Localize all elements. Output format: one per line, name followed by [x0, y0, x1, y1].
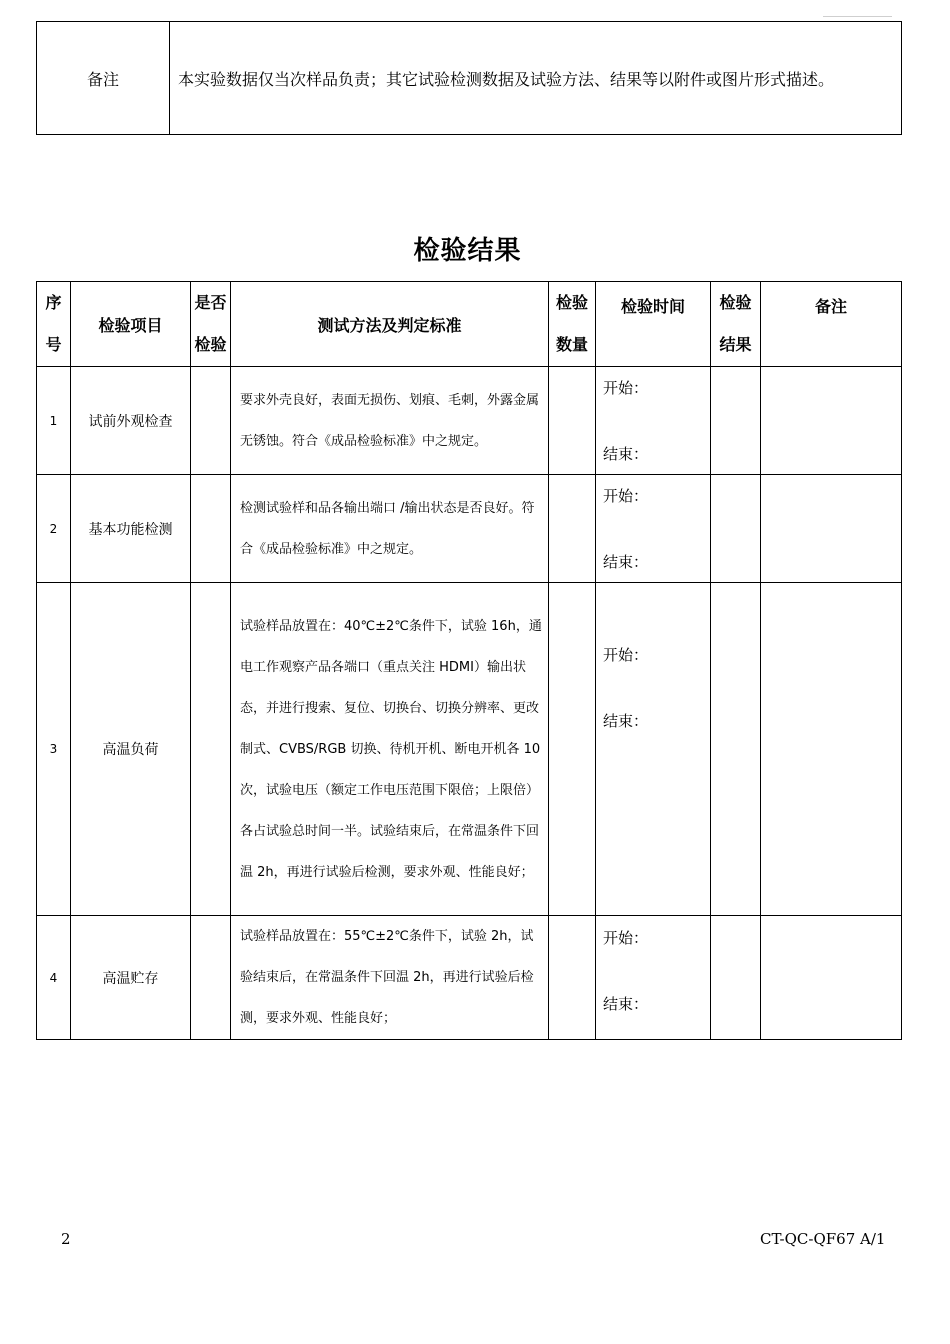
row-inspected-cell[interactable] — [191, 475, 231, 583]
header-quantity: 检验 数量 — [549, 282, 596, 367]
row-item: 高温贮存 — [71, 916, 191, 1040]
page-number: 2 — [61, 1230, 71, 1248]
row-time-cell[interactable] — [596, 475, 711, 583]
header-item: 检验项目 — [71, 282, 191, 367]
remark-table — [36, 21, 902, 135]
row-item: 试前外观检查 — [71, 367, 191, 475]
header-method: 测试方法及判定标准 — [231, 282, 549, 367]
row-quantity-cell[interactable] — [549, 583, 596, 916]
header-time: 检验时间 — [596, 282, 711, 367]
time-end-label: 结束： — [603, 995, 649, 1013]
header-inspected: 是否 检验 — [191, 282, 231, 367]
row-seq: 1 — [37, 367, 71, 475]
row-notes-cell[interactable] — [761, 583, 902, 916]
time-start-label: 开始： — [603, 929, 649, 947]
document-code: CT-QC-QF67 A/1 — [760, 1230, 886, 1248]
row-seq: 4 — [37, 916, 71, 1040]
row-time-cell[interactable] — [596, 916, 711, 1040]
time-end-label: 结束： — [603, 444, 649, 463]
row-method: 试验样品放置在：40℃±2℃条件下，试验 16h，通电工作观察产品各端口（重点关注 HDMI）输出状态，并进行搜索、复位、切换台、切换分辨率、更改制式、CVBS/RGB 切换、待机开机、断电开机各 10 次，试验电压（额定工作电压范围下限倍；上限倍）各占试验总时间一半。试验结束后，在常温条件下回温 2h，再进行试验后检测，要求外观、性能良好； — [231, 583, 549, 916]
row-inspected-cell[interactable] — [191, 367, 231, 475]
time-start-label: 开始： — [603, 486, 649, 505]
header-notes: 备注 — [761, 282, 902, 367]
row-seq: 3 — [37, 583, 71, 916]
remark-label: 备注 — [37, 22, 170, 135]
row-method: 要求外壳良好，表面无损伤、划痕、毛刺，外露金属无锈蚀。符合《成品检验标准》中之规定。 — [231, 367, 549, 475]
row-result-cell[interactable] — [711, 475, 761, 583]
row-time-cell[interactable] — [596, 583, 711, 916]
row-quantity-cell[interactable] — [549, 916, 596, 1040]
row-notes-cell[interactable] — [761, 367, 902, 475]
row-quantity-cell[interactable] — [549, 475, 596, 583]
section-title: 检验结果 — [413, 236, 522, 266]
row-inspected-cell[interactable] — [191, 583, 231, 916]
row-method: 检测试验样和品各输出端口 /输出状态是否良好。符合《成品检验标准》中之规定。 — [231, 475, 549, 583]
row-method: 试验样品放置在：55℃±2℃条件下，试验 2h，试验结束后，在常温条件下回温 2h，再进行试验后检测，要求外观、性能良好； — [231, 916, 549, 1040]
row-result-cell[interactable] — [711, 916, 761, 1040]
row-seq: 2 — [37, 475, 71, 583]
row-inspected-cell[interactable] — [191, 916, 231, 1040]
row-item: 高温负荷 — [71, 583, 191, 916]
table-row — [37, 367, 902, 475]
row-notes-cell[interactable] — [761, 475, 902, 583]
header-result: 检验 结果 — [711, 282, 761, 367]
results-table — [36, 281, 902, 1040]
time-end-label: 结束： — [603, 712, 649, 730]
row-item: 基本功能检测 — [71, 475, 191, 583]
time-start-label: 开始： — [603, 646, 649, 664]
time-end-label: 结束： — [603, 552, 649, 571]
corner-rule — [823, 16, 892, 17]
row-time-cell[interactable] — [596, 367, 711, 475]
header-seq: 序 号 — [37, 282, 71, 367]
remark-text: 本实验数据仅当次样品负责；其它试验检测数据及试验方法、结果等以附件或图片形式描述。 — [170, 22, 902, 135]
header-row — [37, 282, 902, 367]
table-row — [37, 475, 902, 583]
row-result-cell[interactable] — [711, 583, 761, 916]
row-quantity-cell[interactable] — [549, 367, 596, 475]
row-notes-cell[interactable] — [761, 916, 902, 1040]
row-result-cell[interactable] — [711, 367, 761, 475]
table-row — [37, 916, 902, 1040]
time-start-label: 开始： — [603, 378, 649, 397]
table-row — [37, 583, 902, 916]
